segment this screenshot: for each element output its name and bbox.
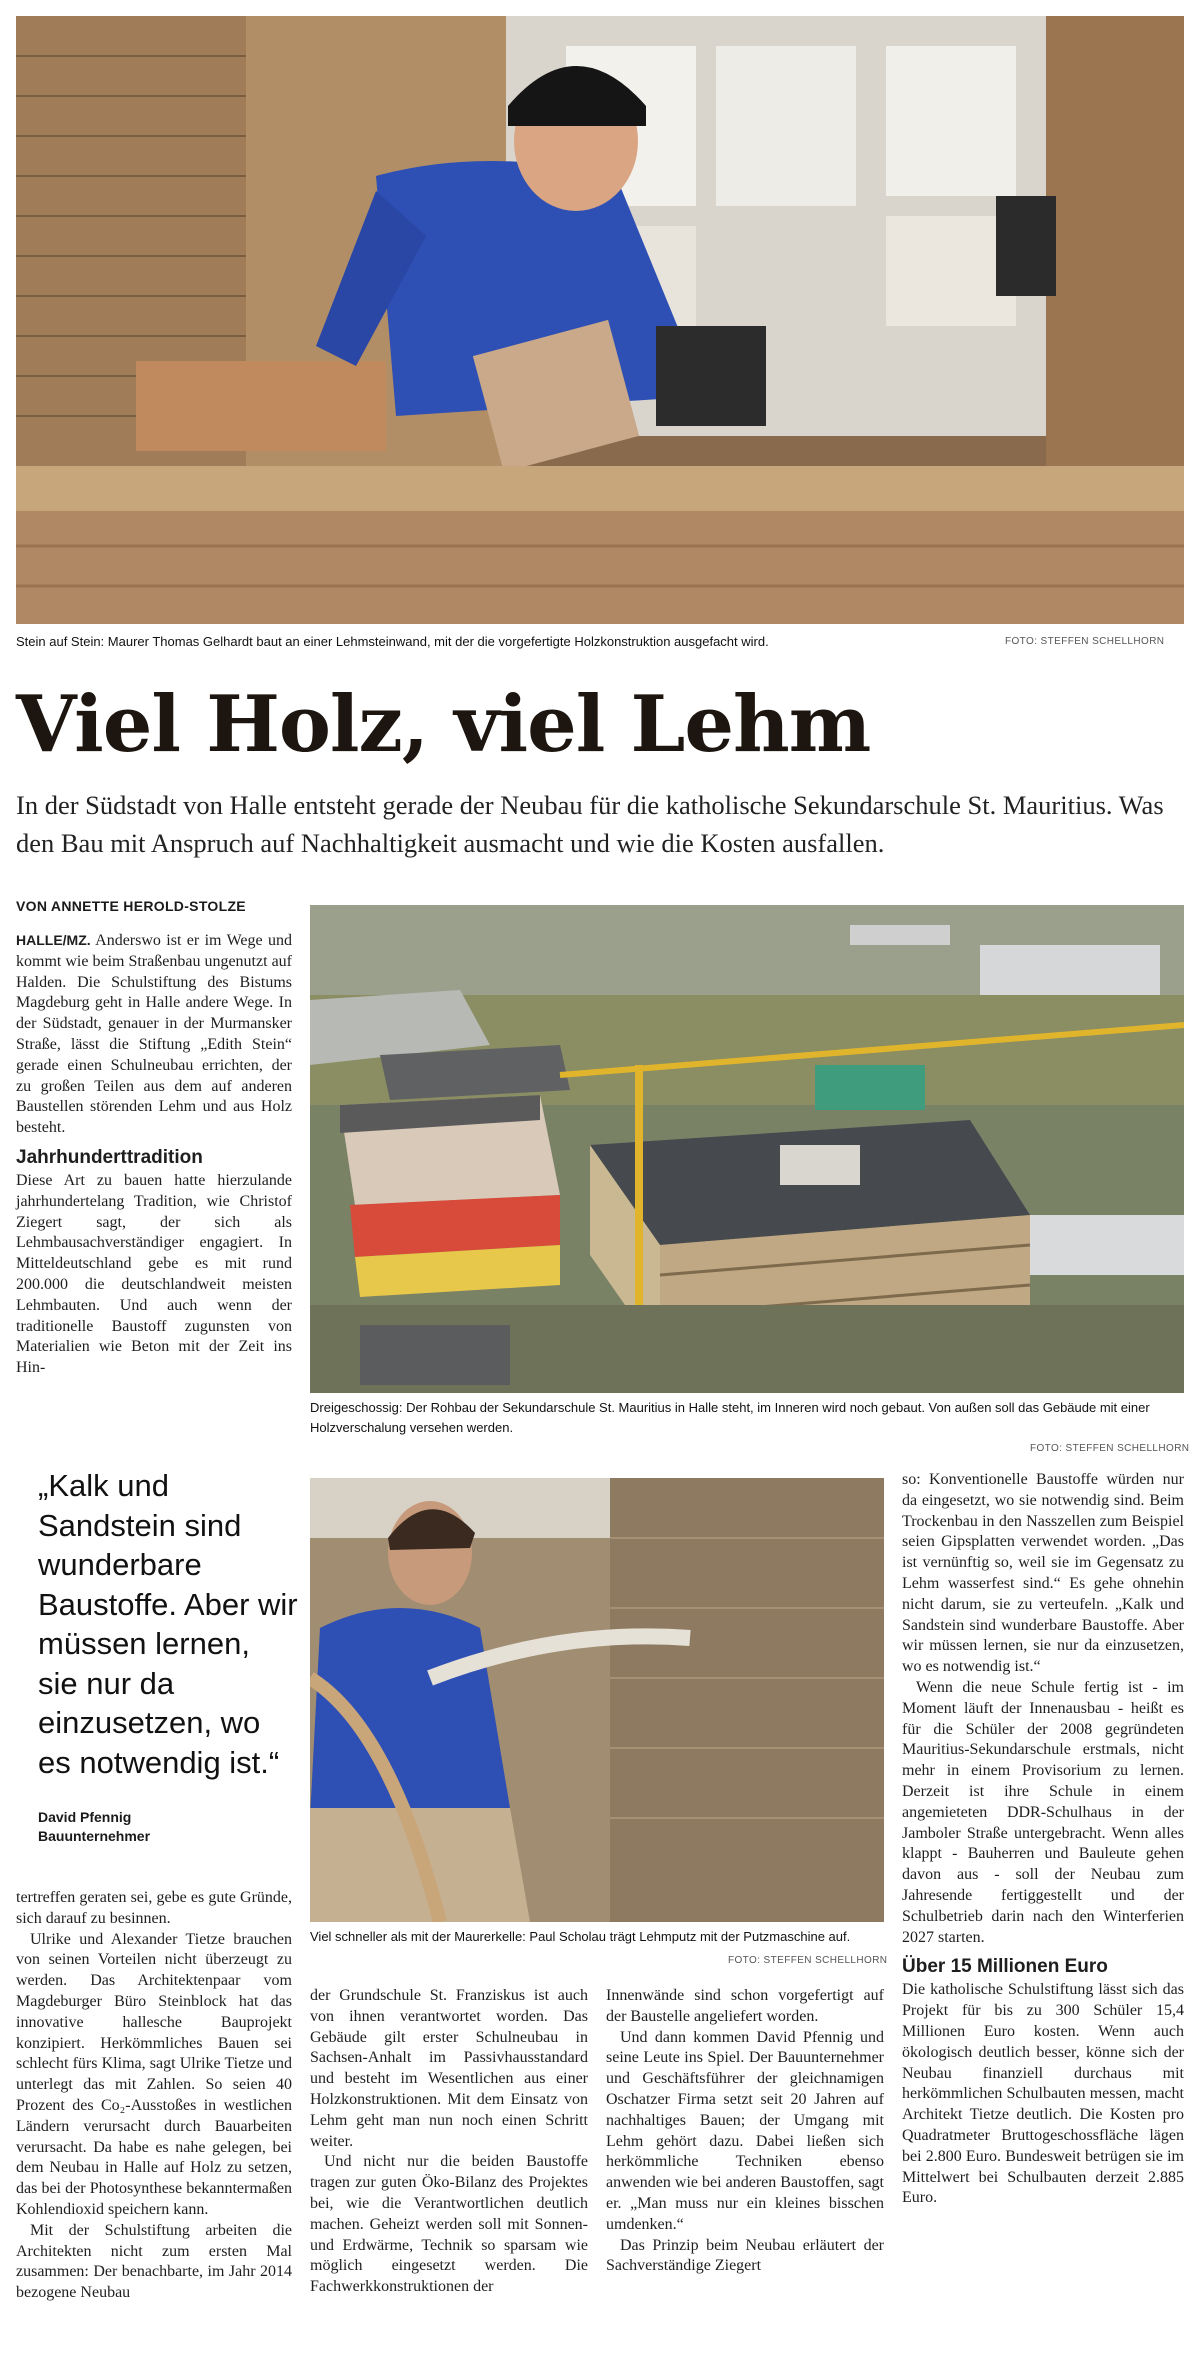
mason-illustration (16, 16, 1184, 624)
article-paragraph: Diese Art zu bauen hatte hierzulande jahrhundertelang Tradition, wie Christof Ziegert sagt, der sich als Lehmbausachverständiger engagiert. In Mitteldeutschland gebe es mit rund 200.000 die deutschlandweit meisten Lehmbauten. Und auch wenn der traditionelle Baustoff zugunsten von Materialien wie Beton mit der Zeit ins Hin- (16, 1171, 292, 1377)
article-column-3 (606, 1986, 884, 2277)
quote-author-role: Bauunternehmer (38, 1828, 151, 1844)
article-paragraph (16, 930, 292, 1139)
article-paragraph: tertreffen geraten sei, gebe es gute Gründe, sich darauf zu besinnen. (16, 1889, 292, 1927)
subheading: Über 15 Millionen Euro (902, 1956, 1108, 1978)
article-column-1-continued (16, 1888, 292, 2304)
article-paragraph: Wenn die neue Schule fertig ist - im Moment läuft der Innenausbau - heißt es für die Schüler der 2008 gegründeten Mauritius-Sekundarschule erstmals, nicht mehr in einem Provisorium zu lernen. Derzeit ist ihre Schule in einem angemieteten DDR-Schulhaus in der Jamboler Straße untergebracht. Wenn alles klappt - Bauherren und Bauleute gehen davon aus - soll der Neubau zum Jahresende fertiggestellt und der Schulbetrieb darin nach den Winterferien 2027 starten. (902, 1678, 1184, 1946)
photo-credit: FOTO: STEFFEN SCHELLHORN (1005, 636, 1165, 647)
article-column-2 (310, 1986, 588, 2298)
photo-aerial-school (310, 905, 1184, 1393)
subheading: Jahrhunderttradition (16, 1146, 203, 1168)
article-paragraph: Innenwände sind schon vorgefertigt auf der Baustelle angeliefert worden. (606, 1987, 884, 2025)
photo-credit: FOTO: STEFFEN SCHELLHORN (728, 1955, 888, 1966)
standfirst: In der Südstadt von Halle entsteht gerade der Neubau für die katholische Sekundarschule St. Mauritius. Was den Bau mit Anspruch auf Nachhaltigkeit ausmacht und wie die Kosten ausfallen. (16, 790, 1164, 858)
photo-credit: FOTO: STEFFEN SCHELLHORN (1030, 1443, 1190, 1454)
article-paragraph: der Grundschule St. Franziskus ist auch von ihnen verantwortet worden. Das Gebäude gilt erster Schulneubau in Sachsen-Anhalt im Passivhausstandard und besteht im Wesentlichen aus einer Holzkonstruktionen. Mit dem Einsatz von Lehm geht man nun noch einen Schritt weiter. (310, 1987, 588, 2150)
article-paragraph: Ulrike und Alexander Tietze brauchen von seinen Vorteilen nicht überzeugt zu werden. Das Architektenpaar vom Magdeburger Büro Steinblock hat das innovative hallesche Bauprojekt konzipiert. Herkömmliches Bauen sei schlecht fürs Klima, sagt Ulrike Tietze und unterlegt das mit Zahlen. So seien 40 Prozent des Co₂-Ausstoßes in westlichen Ländern verursacht durch Bauarbeiten verursacht. Da habe es nahe gelegen, bei dem Neubau in Halle auf Holz zu setzen, das bei der Photosynthese bekanntermaßen Kohlendioxid speichern kann. (16, 1930, 292, 2218)
paragraph-text: Anderswo ist er im Wege und kommt wie beim Straßenbau ungenutzt auf Halden. Die Schulstiftung des Bistums Magdeburg geht in Halle andere Wege. In der Südstadt, genauer in der Murmansker Straße, lässt die Stiftung „Edith Stein“ gerade einen Schulneubau errichten, der zu großen Teilen aus dem auf anderen Baustellen störenden Lehm und aus Holz besteht. (16, 932, 292, 1137)
article-column-1 (16, 930, 292, 1379)
quote-author (38, 1808, 150, 1846)
article-paragraph: Die katholische Schulstiftung lässt sich das Projekt für bis zu 300 Schüler 15,4 Millionen Euro kosten. Wenn auch ökologisch deutlich besser, könne sich der Neubau finanziell durchaus mit herkömmlichen Schulbauten messen, macht Architekt Tietze deutlich. Die Kosten pro Quadratmeter Bruttogeschossfläche lägen bei 2.800 Euro. Bundesweit betrügen sie im Mittelwert bei Schulbauten derzeit 2.885 Euro. (902, 1981, 1184, 2207)
article-paragraph: Das Prinzip beim Neubau erläutert der Sachverständige Ziegert (606, 2236, 884, 2275)
article-paragraph: so: Konventionelle Baustoffe würden nur da eingesetzt, wo sie notwendig sind. Beim Trockenbau in den Nasszellen zum Beispiel seien Gipsplatten verwendet worden. „Das ist vernünftig so, weil sie im Gegensatz zu Lehm wasserfest sind.“ Es gehe ohnehin nicht darum, sie zu verteufeln. „Kalk und Sandstein sind wunderbare Baustoffe. Aber wir müssen lernen, sie nur da einzusetzen, wo es notwendig ist.“ (902, 1471, 1184, 1676)
photo-mason-brick-wall (16, 16, 1184, 624)
aerial-illustration (310, 905, 1184, 1393)
article-paragraph: Und dann kommen David Pfennig und seine Leute ins Spiel. Der Bauunternehmer und Geschäftsführer der gleichnamigen Oschatzer Firma setzt seit 20 Jahren auf nachhaltiges Bauen; der Umgang mit Lehm gehört dazu. Dabei ließen sich herkömmliche Techniken ebenso anwenden wie bei anderen Baustoffen, sagt er. „Man muss nur ein kleines bisschen umdenken.“ (606, 2028, 884, 2233)
byline: VON ANNETTE HEROLD-STOLZE (16, 898, 246, 914)
plastering-illustration (310, 1478, 884, 1922)
photo-plastering (310, 1478, 884, 1922)
dateline: HALLE/MZ. (16, 932, 91, 948)
article-paragraph: Mit der Schulstiftung arbeiten die Architekten nicht zum ersten Mal zusammen: Der benachbarte, im Jahr 2014 bezogene Neubau (16, 2221, 292, 2302)
headline: Viel Holz, viel Lehm (16, 679, 871, 770)
pull-quote: „Kalk und Sandstein sind wunderbare Baustoffe. Aber wir müssen lernen, sie nur da einzusetzen, wo es notwendig ist.“ (38, 1468, 298, 1780)
quote-author-name: David Pfennig (38, 1809, 132, 1825)
photo-caption: Viel schneller als mit der Maurerkelle: Paul Scholau trägt Lehmputz mit der Putzmaschine auf. (310, 1929, 851, 1944)
photo-caption: Stein auf Stein: Maurer Thomas Gelhardt baut an einer Lehmsteinwand, mit der die vorgefertigte Holzkonstruktion ausgefacht wird. (16, 634, 769, 649)
photo-caption: Dreigeschossig: Der Rohbau der Sekundarschule St. Mauritius in Halle steht, im Inneren wird noch gebaut. Von außen soll das Gebäude mit einer Holzverschalung versehen werden. (310, 1400, 1150, 1435)
article-column-4 (902, 1470, 1184, 2209)
article-paragraph: Und nicht nur die beiden Baustoffe tragen zur guten Öko-Bilanz des Projektes bei, wie die Verantwortlichen deutlich machen. Geheizt werden soll mit Sonnen- und Erdwärme, Technik so sparsam wie möglich eingesetzt werden. Die Fachwerkkonstruktionen der (310, 2153, 588, 2296)
